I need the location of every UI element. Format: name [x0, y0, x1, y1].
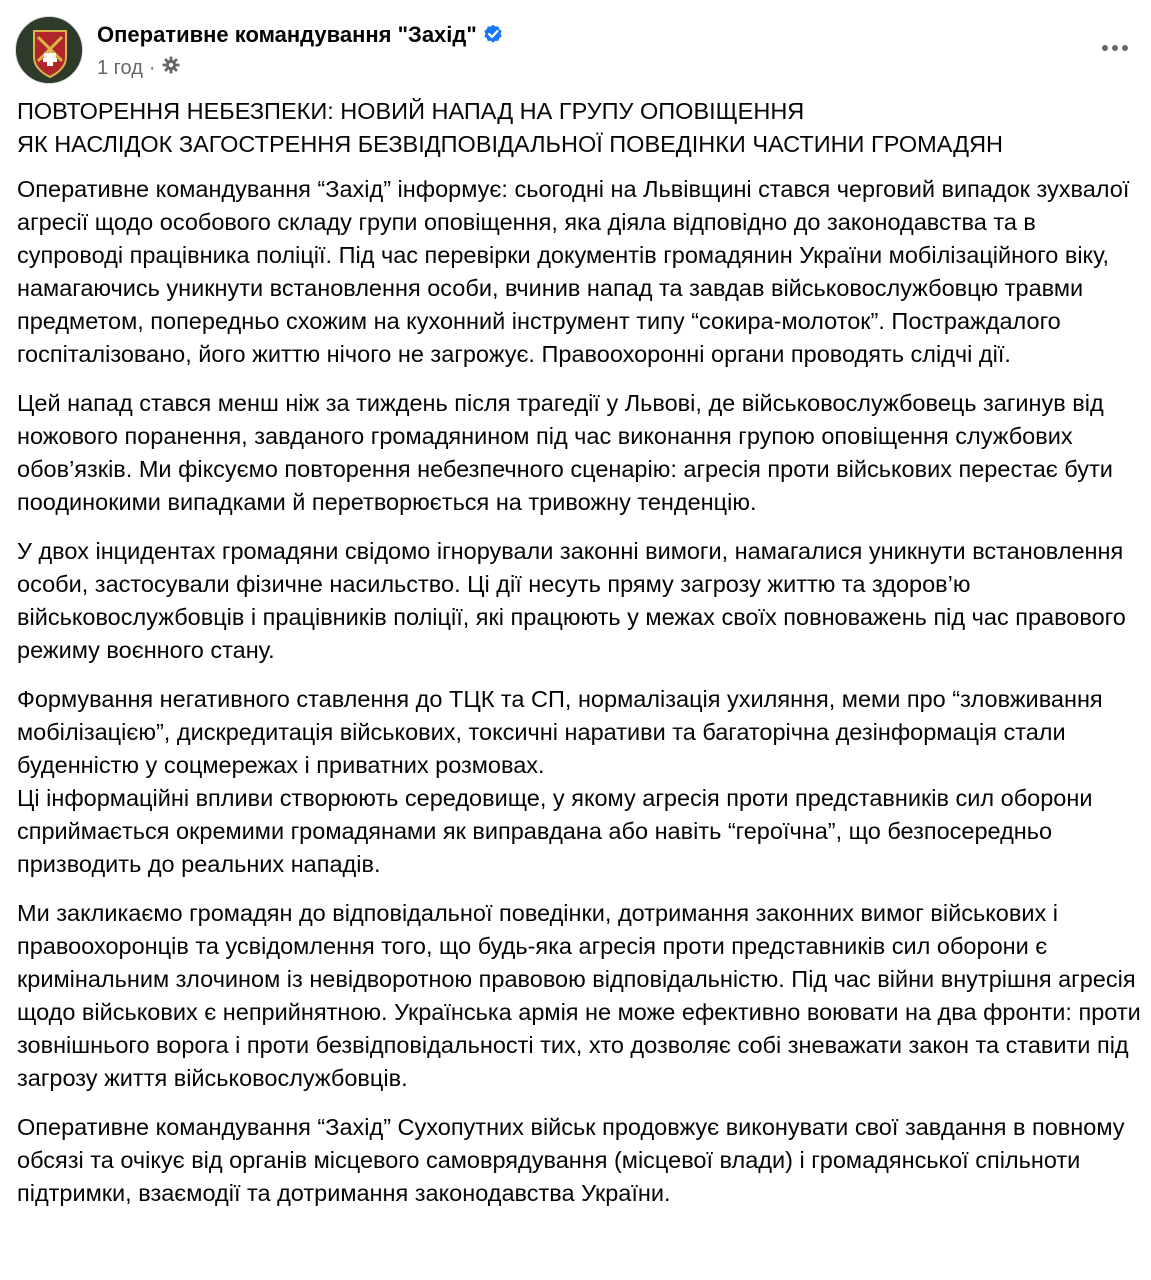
- post-body: [17, 95, 1141, 1226]
- post-paragraph: Формування негативного ставлення до ТЦК та СП, нормалізація ухиляння, меми про “зловживання мобілізацією”, дискредитація військових, токсичні наративи та багаторічна дезінформація стали буденністю у соцмережах і приватних розмовах. Ці інформаційні впливи створюють середовище, у якому агресія проти представників сил оборони сприймається окремими громадянами як виправдана або навіть “героїчна”, що безпосередньо призводить до реальних нападів.: [17, 686, 1103, 877]
- emblem-icon: [16, 17, 83, 84]
- more-horizontal-icon: [1101, 44, 1129, 52]
- post-paragraph: Оперативне командування “Захід” Сухопутних військ продовжує виконувати свої завдання в повному обсязі та очікує від органів місцевого самоврядування (місцевої влади) і громадянської спільноти підтримки, взаємодії та дотримання законодавства України.: [17, 1114, 1125, 1206]
- post-paragraph: Оперативне командування “Захід” інформує: сьогодні на Львівщині стався черговий випадок зухвалої агресії щодо особового складу групи оповіщення, яка діяла відповідно до законодавства та в супроводі працівника поліції. Під час перевірки документів громадянин України мобілізаційного віку, намагаючись уникнути встановлення особи, вчинив напад та завдав військовослужбовцю травми предметом, попередньо схожим на кухонний інструмент типу “сокира-молоток”. Постраждалого госпіталізовано, його життю нічого не загрожує. Правоохоронні органи проводять слідчі дії.: [17, 176, 1130, 367]
- post-header: [15, 16, 1135, 86]
- verified-badge-icon: [483, 24, 503, 50]
- post-paragraph: Ми закликаємо громадян до відповідальної поведінки, дотримання законних вимог військових і правоохоронців та усвідомлення того, що будь-яка агресія проти представників сил оборони є кримінальним злочином із невідворотною правовою відповідальністю. Під час війни внутрішня агресія щодо військових є неприйнятною. Українська армія не може ефективно воювати на два фронти: проти зовнішнього ворога і проти безвідповідальності тих, хто дозволяє собі зневажати закон та ставити під загрозу життя військовослужбовців.: [17, 900, 1141, 1091]
- post-meta: [97, 56, 180, 80]
- more-options-button[interactable]: [1095, 28, 1135, 68]
- post-time[interactable]: 1 год: [97, 56, 143, 79]
- page-avatar[interactable]: [15, 16, 83, 84]
- post-paragraph: У двох інцидентах громадяни свідомо ігнорували законні вимоги, намагалися уникнути встановлення особи, застосували фізичне насильство. Ці дії несуть пряму загрозу життю та здоров’ю військовослужбовців і працівників поліції, які працюють у межах своїх повноважень під час правового режиму воєнного стану.: [17, 538, 1126, 663]
- meta-separator: ·: [148, 56, 156, 79]
- page-name-link[interactable]: [97, 22, 503, 50]
- page-name[interactable]: Оперативне командування "Захід": [97, 22, 477, 47]
- post-paragraph: Цей напад стався менш ніж за тиждень після трагедії у Львові, де військовослужбовець загинув від ножового поранення, завданого громадянином під час виконання групою оповіщення службових обов’язків. Ми фіксуємо повторення небезпечного сценарію: агресія проти військових перестає бути поодинокими випадками й перетворюється на тривожну тенденцію.: [17, 390, 1113, 515]
- post-headline: ПОВТОРЕННЯ НЕБЕЗПЕКИ: НОВИЙ НАПАД НА ГРУПУ ОПОВІЩЕННЯ ЯК НАСЛІДОК ЗАГОСТРЕННЯ БЕЗВІДПОВІДАЛЬНОЇ ПОВЕДІНКИ ЧАСТИНИ ГРОМАДЯН: [17, 98, 1004, 157]
- gear-icon[interactable]: [162, 56, 180, 80]
